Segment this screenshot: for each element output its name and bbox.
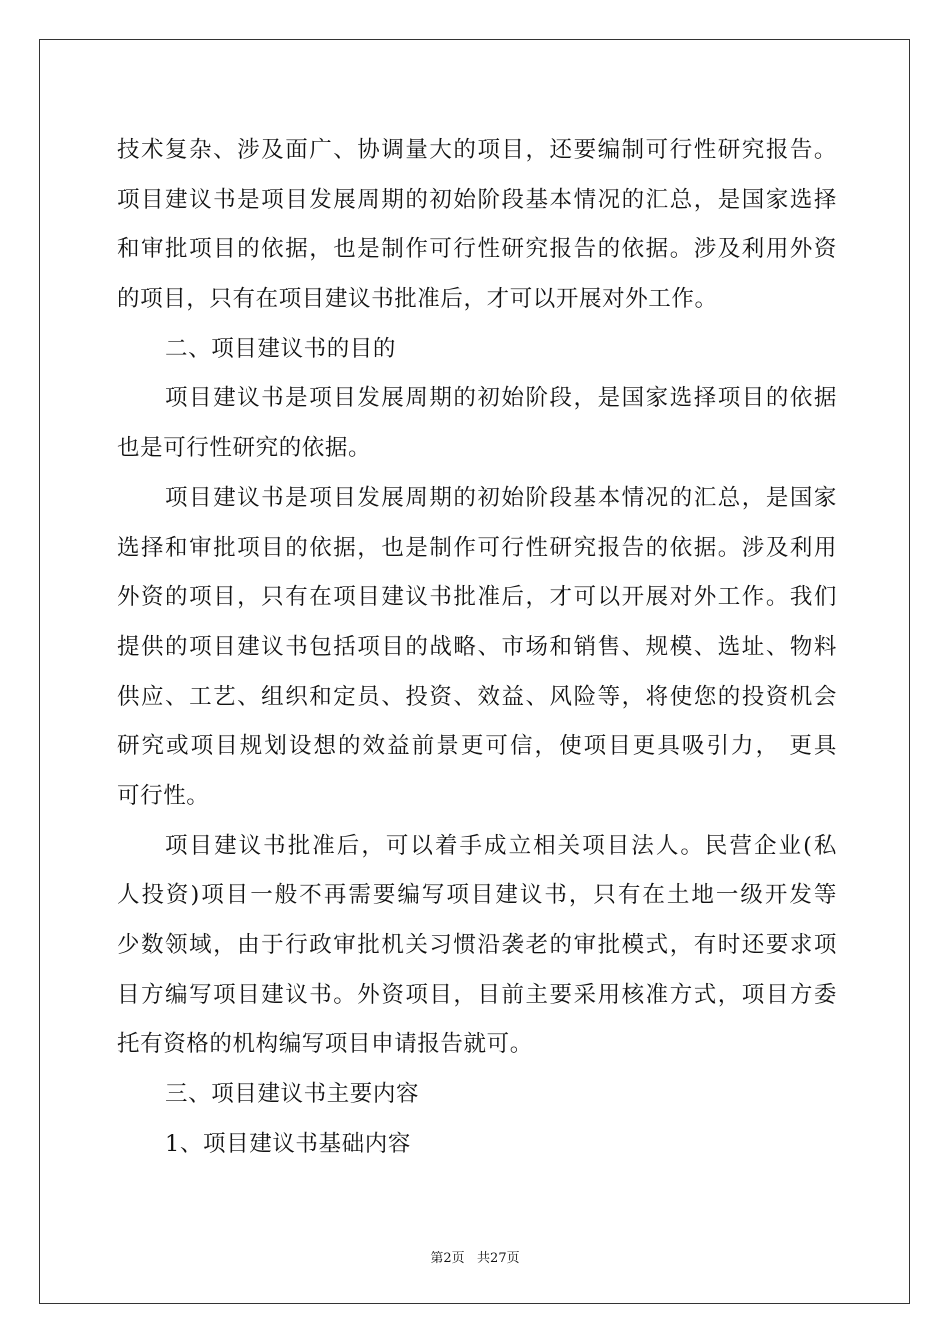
paragraph-line: 研究或项目规划设想的效益前景更可信，使项目更具吸引力， 更具 — [117, 733, 837, 760]
paragraph-line: 项目建议书是项目发展周期的初始阶段基本情况的汇总，是国家选择 — [117, 186, 837, 213]
section-heading: 三、项目建议书主要内容 — [165, 1081, 420, 1108]
paragraph-line: 的项目，只有在项目建议书批准后，才可以开展对外工作。 — [117, 286, 718, 313]
paragraph-line: 项目建议书是项目发展周期的初始阶段，是国家选择项目的依据 — [165, 385, 837, 412]
paragraph-line: 项目建议书是项目发展周期的初始阶段基本情况的汇总，是国家 — [165, 484, 837, 511]
paragraph-line: 技术复杂、涉及面广、协调量大的项目，还要编制可行性研究报告。 — [117, 137, 837, 163]
paragraph-line: 也是可行性研究的依据。 — [117, 435, 372, 462]
subsection-heading: 1、项目建议书基础内容 — [165, 1130, 411, 1157]
paragraph-line: 可行性。 — [117, 782, 210, 809]
page-footer — [0, 1247, 950, 1266]
paragraph-line: 选择和审批项目的依据，也是制作可行性研究报告的依据。涉及利用 — [117, 534, 837, 561]
paragraph-line: 提供的项目建议书包括项目的战略、市场和销售、规模、选址、物料 — [117, 633, 837, 660]
paragraph-line: 供应、工艺、组织和定员、投资、效益、风险等，将使您的投资机会 — [117, 683, 837, 710]
paragraph-line: 人投资)项目一般不再需要编写项目建议书，只有在土地一级开发等 — [117, 882, 837, 909]
paragraph-line: 外资的项目，只有在项目建议书批准后，才可以开展对外工作。我们 — [117, 584, 837, 611]
paragraph-line: 托有资格的机构编写项目申请报告就可。 — [117, 1031, 533, 1058]
page-number-label: 第2页 共27页 — [430, 1251, 520, 1266]
paragraph-line: 目方编写项目建议书。外资项目，目前主要采用核准方式，项目方委 — [117, 981, 837, 1008]
section-heading: 二、项目建议书的目的 — [165, 335, 397, 362]
paragraph-line: 项目建议书批准后，可以着手成立相关项目法人。民营企业(私 — [165, 832, 837, 859]
paragraph-line: 和审批项目的依据，也是制作可行性研究报告的依据。涉及利用外资 — [117, 236, 837, 263]
paragraph-line: 少数领域，由于行政审批机关习惯沿袭老的审批模式，有时还要求项 — [117, 932, 837, 958]
document-body — [117, 126, 837, 1169]
